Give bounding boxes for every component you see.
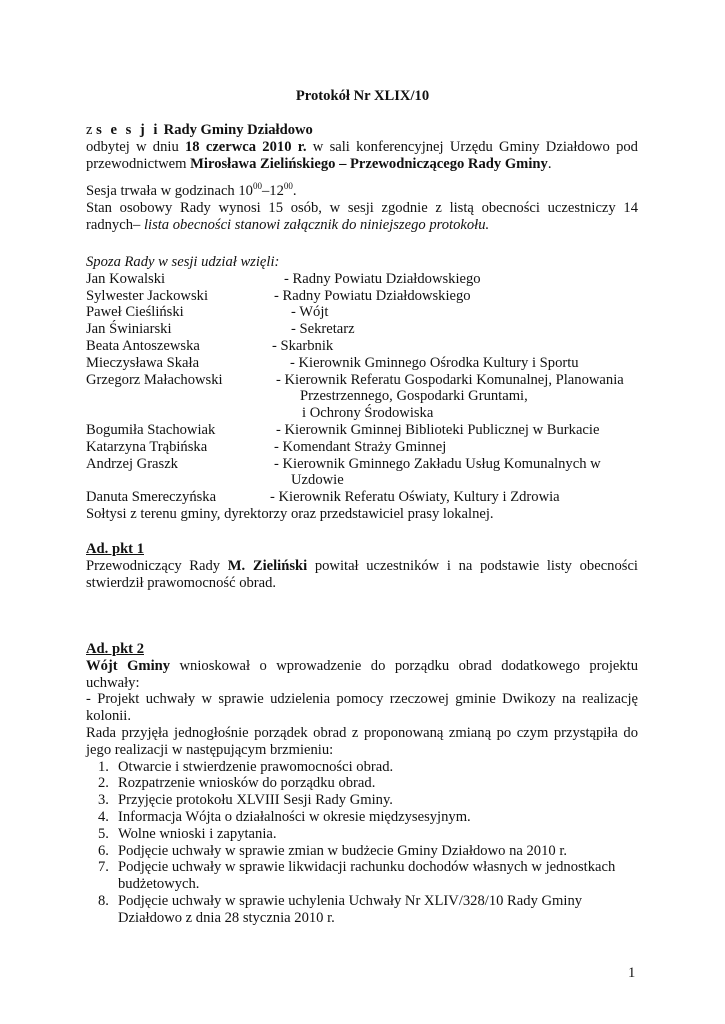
session-time-end-min: 00 [283,181,293,191]
pkt1-text-a: Przewodniczący Rady [86,557,221,574]
agenda-item-text: Podjęcie uchwały w sprawie zmian w budżecie Gminy Działdowo na 2010 r. [118,842,568,859]
pkt1-paragraph [86,558,638,592]
guest-row [86,288,638,305]
page-number: 1 [628,965,636,981]
guests-list [86,271,638,506]
agenda-item [86,893,638,927]
guest-role: - Radny Powiatu Działdowskiego [274,287,471,304]
guest-role-continuation [86,388,638,405]
guest-name: Danuta Smereczyńska [86,489,217,506]
pkt2-rada: Rada przyjęła jednogłośnie porządek obrad z proponowaną zmianą po czym przystąpiła do jego realizacji w następującym brzmieniu: [86,724,638,758]
guest-name: Jan Kowalski [86,270,166,287]
pkt2-wojt: Wójt Gminy [86,657,171,674]
guest-role-continuation [86,472,638,489]
agenda-item-number: 4. [98,808,109,825]
session-time-dash: –12 [261,183,284,199]
attendance-text: Stan osobowy Rady wynosi 15 osób, w sesji zgodnie z listą obecności uczestniczy 14 radnych– [86,200,638,233]
intro-line-a: odbytej w dniu [86,138,179,155]
agenda-list [86,759,638,927]
pkt2-proposal [86,658,638,692]
guest-role: - Kierownik Referatu Oświaty, Kultury i Zdrowia [270,489,560,506]
agenda-item-text: Informacja Wójta o działalności w okresie międzysesyjnym. [118,808,471,825]
guests-section [86,254,638,523]
guest-row [86,456,638,473]
guest-name: Mieczysława Skała [86,354,200,371]
guest-name: Beata Antoszewska [86,337,200,354]
guest-role: - Skarbnik [272,337,334,354]
intro-dot: . [547,155,552,172]
guest-role-continuation-text: Przestrzennego, Gospodarki Gruntami, [300,388,528,405]
agenda-item [86,792,638,809]
guest-role: - Sekretarz [291,321,355,338]
guest-role-continuation-text: Uzdowie [291,472,344,489]
intro-z: z [86,122,93,138]
document-title: Protokół Nr XLIX/10 [295,88,430,104]
intro-line-b: w sali konferencyjnej Urzędu Gminy Działdowo pod przewodnictwem [86,138,638,172]
pkt2-text-a: wnioskował o wprowadzenie do porządku obrad dodatkowego projektu uchwały: [86,657,638,691]
session-time-prefix: Sesja trwała w godzinach 10 [86,183,253,199]
agenda-item [86,859,638,893]
pkt1-section [86,541,638,591]
agenda-item [86,809,638,826]
intro-paragraph [86,122,638,172]
agenda-item [86,759,638,776]
guest-row [86,338,638,355]
intro-chair: Mirosława Zielińskiego – Przewodniczącego Rady Gminy [190,155,548,172]
pkt1-heading: Ad. pkt 1 [86,541,144,557]
guests-header: Spoza Rady w sesji udział wzięli: [86,254,280,270]
session-time-end: . [292,183,297,199]
session-time-start-min: 00 [252,181,262,191]
guest-role: - Komendant Straży Gminnej [274,438,447,455]
agenda-item-number: 6. [98,842,109,859]
guest-name: Andrzej Graszk [86,455,178,472]
intro-rady: Rady Gminy Działdowo [163,122,313,138]
intro-sesji: s e s j i [96,122,160,138]
guest-name: Paweł Cieśliński [86,304,184,321]
agenda-item-number: 8. [98,892,109,909]
guest-row [86,489,638,506]
pkt1-name: M. Zieliński [227,557,308,574]
guest-row [86,372,638,389]
guest-role: - Kierownik Gminnego Zakładu Usług Komunalnych w [274,455,601,472]
guest-name: Jan Świniarski [86,321,172,338]
agenda-item-text: Rozpatrzenie wniosków do porządku obrad. [118,775,376,792]
guests-footer: Sołtysi z terenu gminy, dyrektorzy oraz przedstawiciel prasy lokalnej. [86,505,494,522]
guest-role: - Wójt [291,304,329,321]
agenda-item [86,826,638,843]
guest-row [86,321,638,338]
guest-role: - Kierownik Gminnego Ośrodka Kultury i Sportu [290,354,579,371]
guest-role: - Kierownik Gminnej Biblioteki Publicznej w Burkacie [276,421,600,438]
guest-row [86,422,638,439]
agenda-item-number: 7. [98,859,109,876]
session-attendance [86,200,638,234]
pkt2-projekt: - Projekt uchwały w sprawie udzielenia pomocy rzeczowej gminie Dwikozy na realizację kolonii. [86,691,638,725]
guest-row [86,271,638,288]
agenda-item-text: Podjęcie uchwały w sprawie likwidacji rachunku dochodów własnych w jednostkach budżetowych. [118,859,616,893]
attendance-note: lista obecności stanowi załącznik do niniejszego protokołu. [140,216,490,233]
guest-row [86,355,638,372]
agenda-item-text: Przyjęcie protokołu XLVIII Sesji Rady Gminy. [118,792,393,809]
guest-name: Grzegorz Małachowski [86,371,223,388]
agenda-item-text: Podjęcie uchwały w sprawie uchylenia Uchwały Nr XLIV/328/10 Rady Gminy Działdowo z dnia 28 stycznia 2010 r. [118,892,583,926]
guest-name: Sylwester Jackowski [86,287,209,304]
pkt1-text-b: powitał uczestników i na podstawie listy obecności stwierdził prawomocność obrad. [86,557,638,591]
agenda-item [86,843,638,860]
pkt2-section [86,641,638,927]
agenda-item [86,775,638,792]
guest-role: - Kierownik Referatu Gospodarki Komunalnej, Planowania [276,371,624,388]
guest-row [86,304,638,321]
agenda-item-number: 5. [98,825,109,842]
agenda-item-number: 2. [98,775,109,792]
agenda-item-number: 1. [98,758,109,775]
guest-name: Bogumiła Stachowiak [86,421,216,438]
intro-date: 18 czerwca 2010 r. [185,138,307,155]
session-time [86,183,638,200]
guest-role-continuation [86,405,638,422]
agenda-item-text: Otwarcie i stwierdzenie prawomocności obrad. [118,758,394,775]
guest-row [86,439,638,456]
guest-role: - Radny Powiatu Działdowskiego [284,270,481,287]
agenda-item-number: 3. [98,792,109,809]
agenda-item-text: Wolne wnioski i zapytania. [118,825,277,842]
guest-role-continuation-text: i Ochrony Środowiska [302,405,434,422]
guest-name: Katarzyna Trąbińska [86,438,208,455]
pkt2-heading: Ad. pkt 2 [86,641,144,657]
